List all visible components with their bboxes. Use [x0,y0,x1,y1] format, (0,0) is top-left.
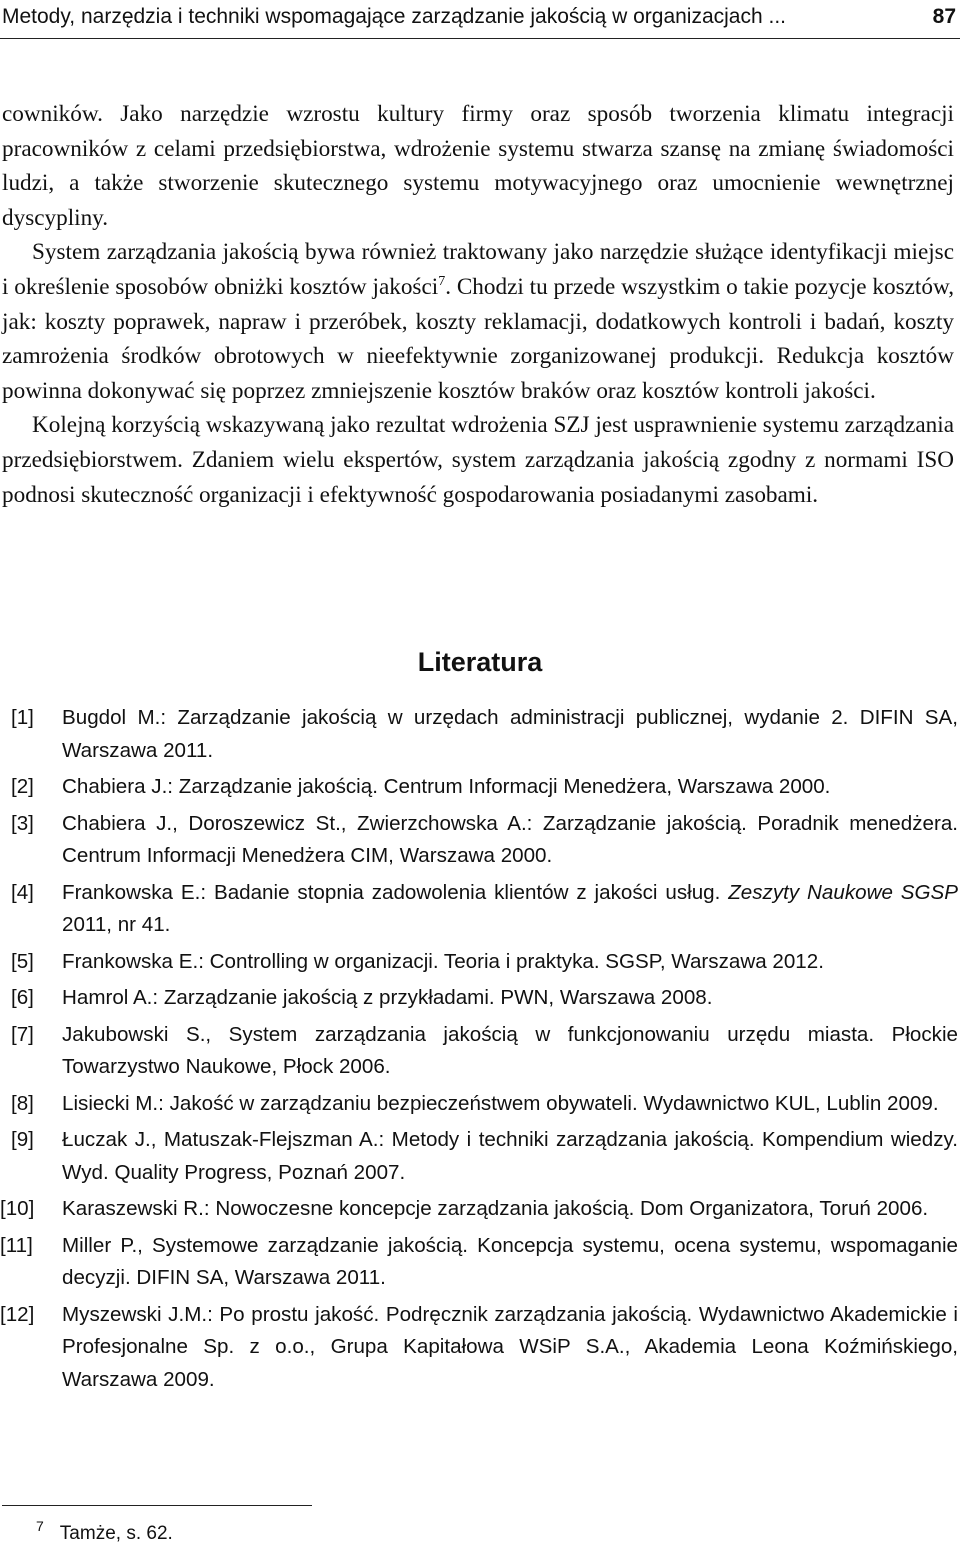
reference-text: Jakubowski S., System zarządzania jakością w funkcjonowaniu urzędu miasta. Płockie Towarzystwo Naukowe, Płock 2006. [62,1022,958,1078]
paragraph-3: Kolejną korzyścią wskazywaną jako rezultat wdrożenia SZJ jest usprawnienie systemu zarządzania przedsiębiorstwem. Zdaniem wielu ekspertów, system zarządzania jakością zgodny z normami ISO podnosi skuteczność organizacji i efektywność gospodarowania posiadanymi zasobami. [2,412,954,508]
reference-text: Hamrol A.: Zarządzanie jakością z przykładami. PWN, Warszawa 2008. [62,986,713,1009]
reference-text: Bugdol M.: Zarządzanie jakością w urzędach administracji publicznej, wydanie 2. DIFIN SA, Warszawa 2011. [62,706,958,762]
reference-number: [1] [11,706,34,729]
footnote-reference[interactable]: 7 [438,273,446,289]
footnote [36,1519,173,1549]
reference-text: Myszewski J.M.: Po prostu jakość. Podręcznik zarządzania jakością. Wydawnictwo Akademickie i Profesjonalne Sp. z o.o., Grupa Kapitałowa WSiP S.A., Akademia Leona Koźmińskiego, Warszawa 2009. [62,1302,958,1391]
body-text [2,97,954,512]
footnote-text: Tamże, s. 62. [59,1523,173,1544]
reference-number: [2] [11,775,34,798]
reference-text: Frankowska E.: Badanie stopnia zadowolenia klientów z jakości usług. [62,880,729,904]
reference-item [0,771,958,804]
reference-item [0,1124,958,1189]
reference-number: [4] [11,880,34,904]
reference-number: [5] [11,949,34,973]
reference-text: Frankowska E.: Controlling w organizacji. Teoria i praktyka. SGSP, Warszawa 2012. [62,949,824,973]
reference-item [0,877,958,942]
reference-item [0,702,958,767]
reference-item [0,1088,958,1121]
reference-text: Łuczak J., Matuszak-Flejszman A.: Metody i techniki zarządzania jakością. Kompendium wiedzy. Wyd. Quality Progress, Poznań 2007. [62,1128,958,1184]
header-rule [0,38,960,39]
reference-number: [8] [11,1091,34,1115]
reference-journal-title: Zeszyty Naukowe SGSP [728,880,959,904]
reference-number: [12] [0,1302,35,1326]
reference-item [0,982,958,1015]
reference-text: Miller P., Systemowe zarządzanie jakością. Koncepcja systemu, ocena systemu, wspomaganie decyzji. DIFIN SA, Warszawa 2011. [62,1233,958,1289]
reference-number: [9] [11,1128,34,1151]
footnote-mark: 7 [36,1518,44,1534]
page-number: 87 [932,5,956,28]
reference-number: [7] [11,1022,34,1046]
reference-number: [3] [11,811,34,835]
reference-text-after: 2011, nr 41. [62,913,171,936]
reference-number: [6] [11,986,34,1009]
reference-item [0,1193,958,1226]
paragraph-2-part-a: System zarządzania jakością bywa również traktowany jako narzędzie służące identyfikacji miejsc i określenie sposobów obniżki kosztów jakości [2,239,954,300]
reference-text: Karaszewski R.: Nowoczesne koncepcje zarządzania jakością. Dom Organizatora, Toruń 2006. [62,1197,929,1220]
literature-heading: Literatura [417,647,543,677]
paragraph-2-part-b: . Chodzi tu przede wszystkim o takie pozycje kosztów, jak: koszty poprawek, napraw i przeróbek, koszty reklamacji, dodatkowych kontroli i badań, koszty zamrożenia środków obrotowych w nieefektywnie zorganizowanej produkcji. Redukcja kosztów powinna dokonywać się poprzez zmniejszenie kosztów braków oraz kosztów kontroli jakości. [2,273,954,404]
running-header-title: Metody, narzędzia i techniki wspomagające zarządzanie jakością w organizacjach ... [2,5,787,28]
reference-item [0,1299,958,1397]
reference-text: Lisiecki M.: Jakość w zarządzaniu bezpieczeństwem obywateli. Wydawnictwo KUL, Lublin 2009. [62,1091,939,1115]
paragraph-2 [2,235,954,408]
reference-list [0,702,958,1400]
reference-number: [10] [0,1197,35,1220]
reference-text: Chabiera J.: Zarządzanie jakością. Centrum Informacji Menedżera, Warszawa 2000. [62,775,831,798]
footnote-rule [2,1505,312,1506]
running-header [0,0,960,34]
reference-number: [11] [0,1233,33,1257]
reference-item [0,1230,958,1295]
reference-text: Chabiera J., Doroszewicz St., Zwierzchowska A.: Zarządzanie jakością. Poradnik menedżera. Centrum Informacji Menedżera CIM, Warszawa 2000. [62,811,958,867]
reference-item [0,946,958,979]
paragraph-1: cowników. Jako narzędzie wzrostu kultury firmy oraz sposób tworzenia klimatu integracji pracowników z celami przedsiębiorstwa, wdrożenie systemu stwarza szansę na zmianę świadomości ludzi, a także stworzenie skutecznego systemu motywacyjnego oraz umocnienie wewnętrznej dyscypliny. [2,101,954,231]
reference-item [0,1019,958,1084]
reference-item [0,808,958,873]
